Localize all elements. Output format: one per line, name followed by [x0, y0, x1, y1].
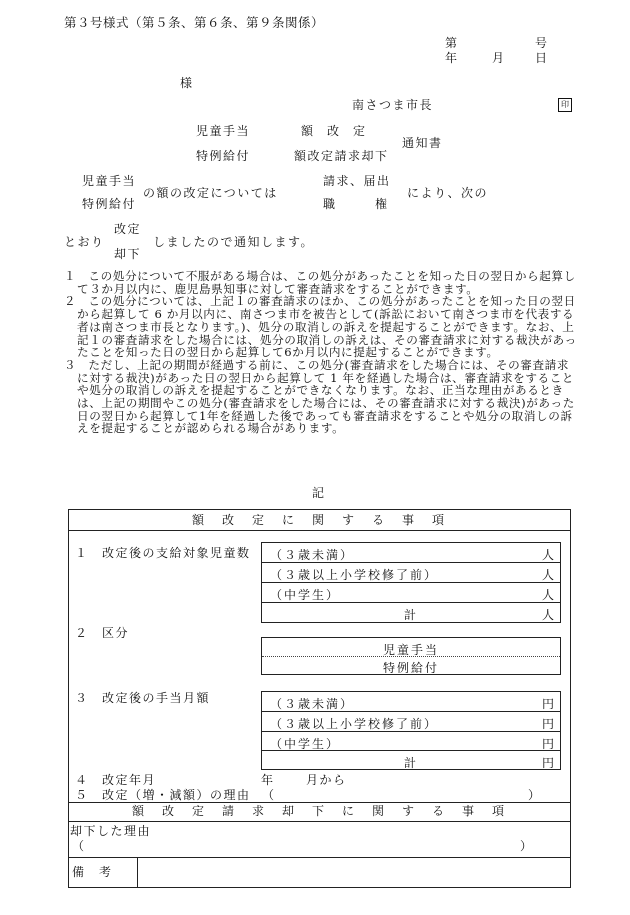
intro-option-jidou: 児童手当 [82, 174, 137, 188]
intro-option-kyakka: 却下 [114, 247, 142, 261]
divider [68, 857, 571, 858]
item3-amounts-box [261, 691, 561, 770]
intro-text-1: の額の改定については [143, 186, 278, 200]
issuer-name: 南さつま市長 [352, 98, 434, 112]
doc-number-dai: 第 [445, 36, 458, 50]
date-year: 年 [445, 51, 458, 65]
reject-close-paren: ） [520, 839, 533, 853]
item1-row [262, 563, 560, 583]
item3-total-unit: 円 [541, 756, 554, 770]
item2-row [262, 656, 560, 674]
item3-row [262, 732, 560, 751]
item1-counts-box [261, 542, 561, 623]
item1-total-unit: 人 [541, 608, 554, 622]
item3-label: ３ 改定後の手当月額 [75, 691, 211, 705]
item1-label: １ 改定後の支給対象児童数 [75, 546, 251, 560]
ki-heading: 記 [312, 486, 325, 500]
item3-row [262, 712, 560, 732]
item5-open-paren: （ [262, 788, 275, 802]
item3-row-unit: 円 [541, 737, 554, 751]
item1-total-row [262, 603, 560, 622]
item1-row-unit: 人 [541, 588, 554, 602]
date-day: 日 [535, 51, 548, 65]
item2-option-jidou: 児童手当 [382, 643, 439, 657]
notice-list [64, 270, 579, 435]
remarks-label: 備 考 [72, 865, 113, 879]
item1-row-unit: 人 [541, 568, 554, 582]
item2-option-tokurei: 特例給付 [382, 661, 439, 675]
item4-year: 年 [261, 773, 274, 787]
divider [137, 857, 138, 888]
intro-option-tokurei: 特例給付 [82, 197, 137, 211]
item5-label: ５ 改定（増・減額）の理由 [75, 788, 251, 802]
item1-row-label: （３歳以上小学校修了前） [270, 568, 439, 582]
divider [68, 821, 571, 822]
title-option-kyakka: 額改定請求却下 [294, 149, 389, 163]
notice-item-2: ２ この処分については、上記１の審査請求のほか、この処分があったことを知った日の翌日から起算して 6 か月以内に、南さつま市を被告として(訴訟において南さつま市を代表する者は南さつま市長となります。)、処分の取消しの訴えを提起することができます。なお、上記１の審査請求をした場合には、処分の取消しの訴えは、その審査請求に対する裁決があったことを知った日の翌日から起算して6か月以内に提起することができます。 [64, 294, 577, 360]
seal-stamp: 印 [558, 98, 572, 112]
section1-title: 額 改 定 に 関 す る 事 項 [191, 513, 447, 527]
item3-row [262, 692, 560, 712]
intro-option-kaitei: 改定 [114, 222, 142, 236]
intro-text-2: により、次の [407, 186, 489, 200]
item3-row-unit: 円 [541, 717, 554, 731]
intro-option-shokken: 職 権 [323, 197, 389, 211]
title-suffix: 通知書 [402, 136, 443, 150]
form-number: 第３号様式（第５条、第６条、第９条関係） [64, 15, 325, 30]
notice-item-1: １ この処分について不服がある場合は、この処分があったことを知った日の翌日から起算して３か月以内に、鹿児島県知事に対して審査請求をすることができます。 [64, 269, 576, 296]
item1-row-unit: 人 [541, 548, 554, 562]
item3-total-label: 計 [403, 756, 418, 770]
title-option-tokurei: 特例給付 [196, 149, 251, 163]
section2-title: 額 改 定 請 求 却 下 に 関 す る 事 項 [131, 804, 507, 818]
item3-row-unit: 円 [541, 697, 554, 711]
item1-row [262, 543, 560, 563]
doc-number-go: 号 [535, 36, 548, 50]
item1-total-label: 計 [403, 608, 418, 622]
title-option-jidou: 児童手当 [196, 124, 251, 138]
item3-total-row [262, 751, 560, 769]
notice-item-3: ３ ただし、上記の期間が経過する前に、この処分(審査請求をした場合には、その審査請求に対する裁決)があった日の翌日から起算して 1 年を経過した場合は、審査請求をすることや処分の取消しの訴えを提起することができなくなります。なお、正当な理由があるときは、上記の期間やこの処分(審査請求をした場合には、その審査請求に対する裁決)があった日の翌日から起算して1年を経過した後であっても審査請求をすることや処分の取消しの訴えを提起することが認められる場合があります。 [64, 357, 575, 436]
item1-row [262, 583, 560, 603]
item3-row-label: （３歳以上小学校修了前） [270, 717, 439, 731]
date-month: 月 [492, 51, 505, 65]
intro-option-seikyu: 請求、届出 [323, 174, 391, 188]
item4-month-from: 月から [306, 773, 347, 787]
item1-row-label: （中学生） [270, 588, 341, 602]
recipient-suffix: 様 [180, 76, 193, 90]
title-option-kaitei: 額 改 定 [301, 124, 367, 138]
item2-category-box [261, 637, 561, 675]
reject-reason-label: 却下した理由 [70, 824, 152, 838]
divider [68, 802, 571, 803]
item3-row-label: （３歳未満） [270, 697, 355, 711]
reject-open-paren: （ [72, 839, 85, 853]
item4-label: ４ 改定年月 [75, 773, 157, 787]
item3-row-label: （中学生） [270, 737, 341, 751]
intro-prefix-3: とおり [64, 235, 105, 249]
intro-text-3: しましたので通知します。 [153, 235, 315, 249]
item2-row [262, 638, 560, 657]
item2-label: ２ 区分 [75, 626, 130, 640]
item1-row-label: （３歳未満） [270, 548, 355, 562]
divider [68, 530, 571, 531]
item5-close-paren: ） [528, 788, 541, 802]
